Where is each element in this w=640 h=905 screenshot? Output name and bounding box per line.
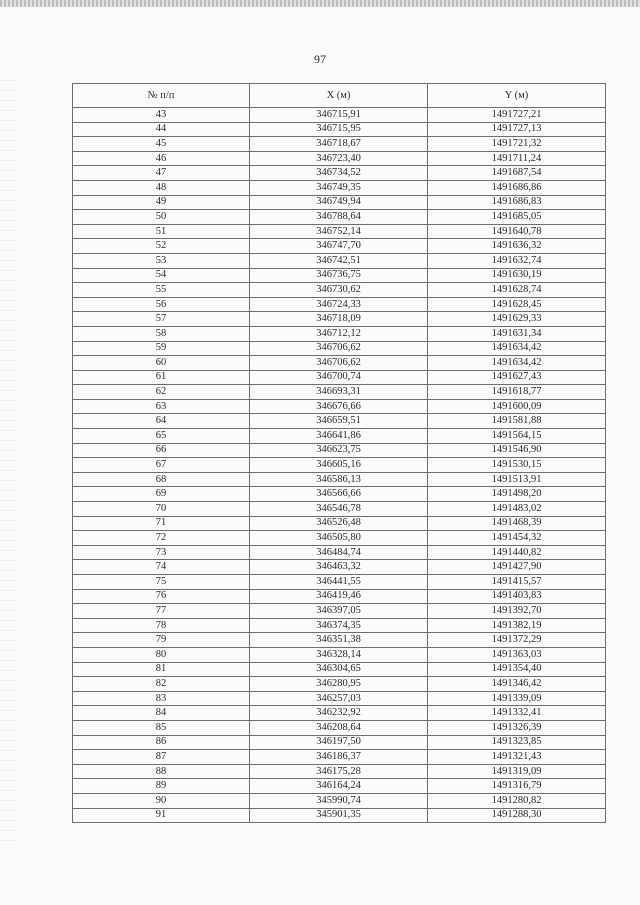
table-row: [73, 589, 606, 604]
cell-x: 346747,70: [250, 239, 428, 254]
cell-number: 66: [73, 443, 250, 458]
cell-y: 1491686,83: [428, 195, 606, 210]
cell-number: 79: [73, 633, 250, 648]
table-row: [73, 399, 606, 414]
cell-x: 346715,95: [250, 122, 428, 137]
table-row: [73, 764, 606, 779]
cell-number: 74: [73, 560, 250, 575]
cell-x: 346441,55: [250, 575, 428, 590]
cell-y: 1491546,90: [428, 443, 606, 458]
cell-y: 1491326,39: [428, 720, 606, 735]
cell-y: 1491627,43: [428, 370, 606, 385]
table-row: [73, 531, 606, 546]
cell-number: 81: [73, 662, 250, 677]
table-row: [73, 706, 606, 721]
page-number: 97: [314, 52, 326, 66]
cell-y: 1491721,32: [428, 137, 606, 152]
table-row: [73, 268, 606, 283]
cell-number: 55: [73, 283, 250, 298]
cell-y: 1491332,41: [428, 706, 606, 721]
table-row: [73, 151, 606, 166]
cell-number: 50: [73, 210, 250, 225]
cell-x: 346175,28: [250, 764, 428, 779]
cell-y: 1491711,24: [428, 151, 606, 166]
cell-x: 346752,14: [250, 224, 428, 239]
cell-x: 346526,48: [250, 516, 428, 531]
cell-x: 346693,31: [250, 385, 428, 400]
cell-x: 346718,09: [250, 312, 428, 327]
table-row: [73, 326, 606, 341]
cell-number: 58: [73, 326, 250, 341]
table-row: [73, 297, 606, 312]
cell-number: 84: [73, 706, 250, 721]
cell-x: 346676,66: [250, 399, 428, 414]
cell-number: 69: [73, 487, 250, 502]
cell-number: 47: [73, 166, 250, 181]
cell-number: 73: [73, 545, 250, 560]
cell-x: 346484,74: [250, 545, 428, 560]
coordinates-table: [72, 83, 606, 823]
cell-y: 1491316,79: [428, 779, 606, 794]
header-number: № п/п: [73, 84, 250, 108]
cell-x: 346706,62: [250, 356, 428, 371]
table-row: [73, 210, 606, 225]
table-row: [73, 429, 606, 444]
cell-x: 346659,51: [250, 414, 428, 429]
cell-y: 1491530,15: [428, 458, 606, 473]
cell-x: 346351,38: [250, 633, 428, 648]
cell-y: 1491727,13: [428, 122, 606, 137]
cell-y: 1491323,85: [428, 735, 606, 750]
table-row: [73, 545, 606, 560]
cell-number: 43: [73, 108, 250, 123]
cell-x: 346186,37: [250, 750, 428, 765]
table-row: [73, 793, 606, 808]
cell-y: 1491685,05: [428, 210, 606, 225]
cell-x: 346164,24: [250, 779, 428, 794]
cell-x: 346197,50: [250, 735, 428, 750]
cell-y: 1491346,42: [428, 677, 606, 692]
cell-x: 346749,35: [250, 180, 428, 195]
cell-y: 1491581,88: [428, 414, 606, 429]
cell-y: 1491468,39: [428, 516, 606, 531]
cell-x: 346463,32: [250, 560, 428, 575]
cell-number: 88: [73, 764, 250, 779]
cell-y: 1491363,03: [428, 647, 606, 662]
cell-number: 67: [73, 458, 250, 473]
table-row: [73, 502, 606, 517]
table-row: [73, 677, 606, 692]
cell-y: 1491382,19: [428, 618, 606, 633]
cell-number: 54: [73, 268, 250, 283]
cell-y: 1491321,43: [428, 750, 606, 765]
cell-number: 51: [73, 224, 250, 239]
cell-y: 1491727,21: [428, 108, 606, 123]
cell-y: 1491288,30: [428, 808, 606, 823]
cell-x: 346749,94: [250, 195, 428, 210]
cell-y: 1491564,15: [428, 429, 606, 444]
table-row: [73, 166, 606, 181]
cell-number: 83: [73, 691, 250, 706]
cell-number: 86: [73, 735, 250, 750]
cell-x: 346208,64: [250, 720, 428, 735]
cell-number: 57: [73, 312, 250, 327]
cell-x: 346304,65: [250, 662, 428, 677]
cell-number: 44: [73, 122, 250, 137]
cell-number: 91: [73, 808, 250, 823]
table-row: [73, 414, 606, 429]
cell-x: 346419,46: [250, 589, 428, 604]
cell-x: 346232,92: [250, 706, 428, 721]
cell-x: 346586,13: [250, 472, 428, 487]
cell-y: 1491483,02: [428, 502, 606, 517]
cell-number: 60: [73, 356, 250, 371]
cell-number: 53: [73, 253, 250, 268]
cell-y: 1491618,77: [428, 385, 606, 400]
table-row: [73, 691, 606, 706]
table-row: [73, 443, 606, 458]
cell-y: 1491454,32: [428, 531, 606, 546]
cell-y: 1491280,82: [428, 793, 606, 808]
cell-number: 64: [73, 414, 250, 429]
cell-y: 1491640,78: [428, 224, 606, 239]
table-row: [73, 356, 606, 371]
table-row: [73, 779, 606, 794]
cell-number: 46: [73, 151, 250, 166]
cell-y: 1491403,83: [428, 589, 606, 604]
table-row: [73, 458, 606, 473]
cell-y: 1491319,09: [428, 764, 606, 779]
cell-y: 1491628,74: [428, 283, 606, 298]
cell-x: 346723,40: [250, 151, 428, 166]
cell-x: 345901,35: [250, 808, 428, 823]
cell-y: 1491628,45: [428, 297, 606, 312]
cell-y: 1491372,29: [428, 633, 606, 648]
cell-y: 1491634,42: [428, 356, 606, 371]
table-row: [73, 633, 606, 648]
cell-number: 87: [73, 750, 250, 765]
table-row: [73, 750, 606, 765]
cell-x: 346623,75: [250, 443, 428, 458]
cell-x: 346788,64: [250, 210, 428, 225]
table-row: [73, 735, 606, 750]
cell-y: 1491339,09: [428, 691, 606, 706]
cell-y: 1491634,42: [428, 341, 606, 356]
table-row: [73, 487, 606, 502]
cell-x: 346605,16: [250, 458, 428, 473]
scan-top-edge: [0, 0, 640, 7]
cell-x: 346730,62: [250, 283, 428, 298]
table-row: [73, 341, 606, 356]
table-row: [73, 370, 606, 385]
table-row: [73, 575, 606, 590]
cell-x: 346700,74: [250, 370, 428, 385]
cell-x: 346736,75: [250, 268, 428, 283]
cell-number: 80: [73, 647, 250, 662]
cell-x: 346566,66: [250, 487, 428, 502]
cell-y: 1491498,20: [428, 487, 606, 502]
cell-y: 1491631,34: [428, 326, 606, 341]
cell-number: 76: [73, 589, 250, 604]
cell-number: 89: [73, 779, 250, 794]
table-row: [73, 195, 606, 210]
cell-y: 1491636,32: [428, 239, 606, 254]
cell-number: 52: [73, 239, 250, 254]
cell-y: 1491600,09: [428, 399, 606, 414]
cell-x: 346505,80: [250, 531, 428, 546]
table-body: [73, 108, 606, 823]
cell-x: 346397,05: [250, 604, 428, 619]
cell-number: 77: [73, 604, 250, 619]
cell-number: 82: [73, 677, 250, 692]
table-row: [73, 253, 606, 268]
cell-y: 1491354,40: [428, 662, 606, 677]
cell-x: 346718,67: [250, 137, 428, 152]
cell-x: 346706,62: [250, 341, 428, 356]
table-row: [73, 224, 606, 239]
header-x: X (м): [250, 84, 428, 108]
cell-y: 1491632,74: [428, 253, 606, 268]
cell-y: 1491687,54: [428, 166, 606, 181]
table-row: [73, 647, 606, 662]
cell-number: 63: [73, 399, 250, 414]
cell-number: 72: [73, 531, 250, 546]
cell-x: 346257,03: [250, 691, 428, 706]
cell-x: 346724,33: [250, 297, 428, 312]
table-row: [73, 662, 606, 677]
table-row: [73, 560, 606, 575]
cell-y: 1491630,19: [428, 268, 606, 283]
table-row: [73, 283, 606, 298]
cell-x: 346641,86: [250, 429, 428, 444]
cell-y: 1491392,70: [428, 604, 606, 619]
table-row: [73, 122, 606, 137]
cell-x: 345990,74: [250, 793, 428, 808]
cell-number: 65: [73, 429, 250, 444]
cell-y: 1491415,57: [428, 575, 606, 590]
cell-number: 85: [73, 720, 250, 735]
table-row: [73, 472, 606, 487]
cell-x: 346734,52: [250, 166, 428, 181]
cell-number: 49: [73, 195, 250, 210]
table-row: [73, 604, 606, 619]
table-row: [73, 137, 606, 152]
cell-number: 78: [73, 618, 250, 633]
cell-x: 346280,95: [250, 677, 428, 692]
cell-y: 1491513,91: [428, 472, 606, 487]
cell-x: 346328,14: [250, 647, 428, 662]
cell-number: 75: [73, 575, 250, 590]
cell-x: 346546,78: [250, 502, 428, 517]
table-row: [73, 385, 606, 400]
table-row: [73, 239, 606, 254]
table-row: [73, 108, 606, 123]
cell-y: 1491440,82: [428, 545, 606, 560]
cell-x: 346712,12: [250, 326, 428, 341]
cell-y: 1491427,90: [428, 560, 606, 575]
cell-number: 62: [73, 385, 250, 400]
cell-x: 346715,91: [250, 108, 428, 123]
cell-y: 1491686,86: [428, 180, 606, 195]
table-row: [73, 516, 606, 531]
cell-number: 70: [73, 502, 250, 517]
cell-x: 346374,35: [250, 618, 428, 633]
cell-x: 346742,51: [250, 253, 428, 268]
bleed-through-noise: [0, 80, 18, 850]
cell-number: 48: [73, 180, 250, 195]
cell-number: 45: [73, 137, 250, 152]
cell-number: 68: [73, 472, 250, 487]
table-row: [73, 808, 606, 823]
table-row: [73, 618, 606, 633]
cell-number: 71: [73, 516, 250, 531]
cell-y: 1491629,33: [428, 312, 606, 327]
cell-number: 56: [73, 297, 250, 312]
cell-number: 61: [73, 370, 250, 385]
table-row: [73, 312, 606, 327]
cell-number: 90: [73, 793, 250, 808]
table-row: [73, 180, 606, 195]
table-header-row: [73, 84, 606, 108]
header-y: Y (м): [428, 84, 606, 108]
table-row: [73, 720, 606, 735]
cell-number: 59: [73, 341, 250, 356]
